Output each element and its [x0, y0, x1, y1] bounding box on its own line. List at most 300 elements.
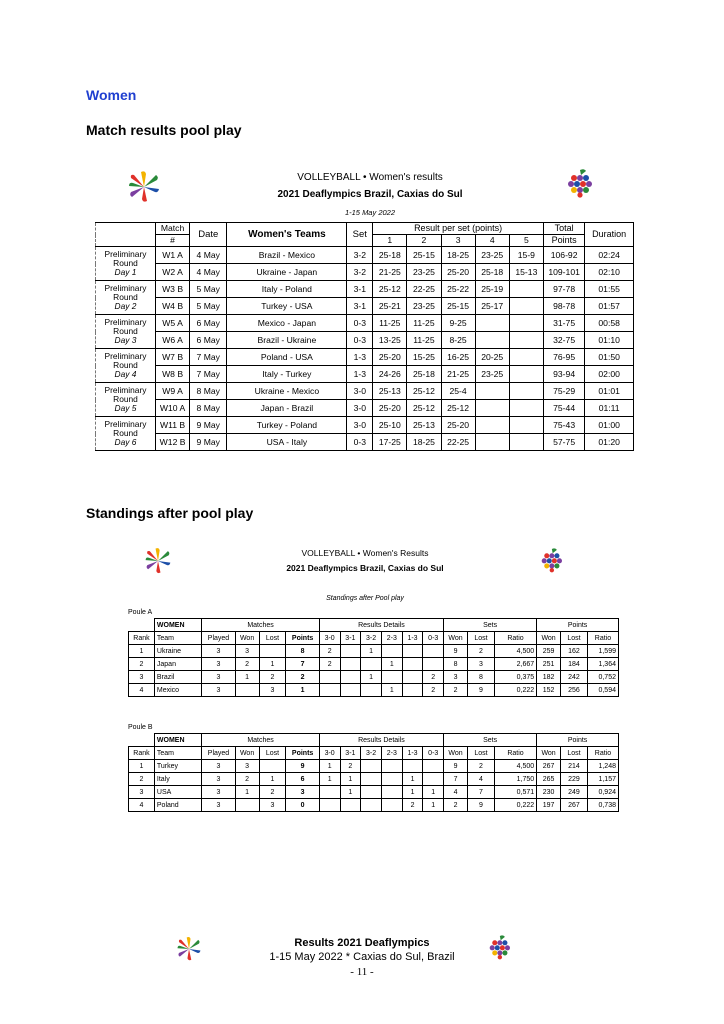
standings-cell-sl: 8 — [467, 671, 494, 684]
match-cell-dur: 01:50 — [585, 349, 634, 366]
match-cell-s3: 22-25 — [441, 434, 475, 451]
header-set: Set — [347, 223, 373, 247]
standings-cell-lost — [259, 645, 286, 658]
standings-cell-lost: 2 — [259, 786, 286, 799]
standings-cell-lost: 1 — [259, 658, 286, 671]
table-row — [129, 760, 619, 773]
header-blank — [96, 223, 156, 247]
match-cell-match: W8 B — [156, 366, 190, 383]
standings-cell-d13 — [402, 671, 423, 684]
standings-cell-sr: 0,222 — [494, 799, 536, 812]
match-cell-teams: Turkey - Poland — [227, 417, 347, 434]
deaflympics-flame-icon — [144, 547, 172, 580]
standings-cell-pw: 265 — [537, 773, 561, 786]
round-label — [96, 383, 156, 417]
heading-standings: Standings after pool play — [86, 505, 254, 521]
standings-cell-d23 — [381, 799, 402, 812]
section-heading-women: Women — [86, 87, 137, 103]
round-label-line: Preliminary — [104, 385, 147, 396]
standings-cell-d23 — [381, 671, 402, 684]
header-women: WOMEN — [154, 734, 201, 747]
standings-cell-d31 — [340, 799, 361, 812]
header-set-4: 4 — [475, 235, 509, 247]
standings-cell-team: Mexico — [154, 684, 201, 697]
match-cell-s2: 11-25 — [407, 315, 441, 332]
header-points: Points — [537, 619, 619, 632]
match-cell-match: W4 B — [156, 298, 190, 315]
standings-cell-played: 3 — [202, 773, 235, 786]
match-cell-date: 4 May — [190, 264, 227, 281]
match-row — [96, 281, 634, 298]
round-label — [96, 417, 156, 451]
match-cell-total: 75-44 — [543, 400, 584, 417]
match-cell-s4 — [475, 417, 509, 434]
header-set-1: 1 — [373, 235, 407, 247]
standings-title-line2: 2021 Deaflympics Brazil, Caxias do Sul — [286, 563, 444, 573]
standings-cell-won — [235, 684, 259, 697]
standings-cell-lost: 2 — [259, 671, 286, 684]
standings-cell-pl: 184 — [561, 658, 588, 671]
standings-cell-pw: 182 — [537, 671, 561, 684]
standings-cell-d31 — [340, 671, 361, 684]
match-cell-set: 3-1 — [347, 281, 373, 298]
standings-cell-d13 — [402, 645, 423, 658]
pool-a-label: Poule A — [128, 609, 153, 616]
standings-cell-played: 3 — [202, 645, 235, 658]
footer-line1: Results 2021 Deaflympics — [294, 937, 430, 949]
match-cell-s4 — [475, 400, 509, 417]
standings-cell-played: 3 — [202, 671, 235, 684]
standings-cell-d13: 2 — [402, 799, 423, 812]
header-set-3: 3 — [441, 235, 475, 247]
match-row — [96, 332, 634, 349]
blank-cell — [129, 734, 155, 747]
table-row — [129, 684, 619, 697]
standings-cell-d23: 1 — [381, 658, 402, 671]
standings-cell-pts: 3 — [286, 786, 319, 799]
match-cell-s2: 25-15 — [407, 247, 441, 264]
standings-cell-rank: 2 — [129, 773, 155, 786]
header-sets: Sets — [444, 734, 537, 747]
round-label-line: Day 5 — [114, 402, 137, 413]
match-cell-date: 5 May — [190, 281, 227, 298]
match-cell-s2: 25-13 — [407, 417, 441, 434]
match-cell-total: 57-75 — [543, 434, 584, 451]
round-label-line: Preliminary — [104, 419, 147, 430]
standings-cell-sr: 0,571 — [494, 786, 536, 799]
standings-cell-pw: 267 — [537, 760, 561, 773]
standings-cell-sw: 2 — [444, 799, 468, 812]
standings-cell-d31 — [340, 684, 361, 697]
match-cell-s4 — [475, 332, 509, 349]
match-cell-dur: 02:24 — [585, 247, 634, 264]
match-cell-s5 — [509, 366, 543, 383]
standings-cell-d31 — [340, 658, 361, 671]
standings-cell-team: Japan — [154, 658, 201, 671]
grape-logo-icon — [540, 547, 562, 578]
standings-cell-sw: 9 — [444, 760, 468, 773]
round-label — [96, 315, 156, 349]
standings-cell-played: 3 — [202, 799, 235, 812]
standings-cell-team: Turkey — [154, 760, 201, 773]
match-cell-match: W10 A — [156, 400, 190, 417]
header-set-2: 2 — [407, 235, 441, 247]
match-cell-s1: 17-25 — [373, 434, 407, 451]
standings-cell-d30 — [319, 684, 340, 697]
match-row — [96, 400, 634, 417]
standings-cell-pts: 2 — [286, 671, 319, 684]
subheader-d30: 3-0 — [319, 632, 340, 645]
standings-cell-sw: 3 — [444, 671, 468, 684]
round-label-line: Round — [113, 428, 138, 439]
round-label-line: Day 2 — [114, 300, 137, 311]
footer-line2: 1-15 May 2022 * Caxias do Sul, Brazil — [269, 951, 455, 963]
match-cell-s5 — [509, 315, 543, 332]
match-cell-date: 4 May — [190, 247, 227, 264]
subheader-s_lost: Lost — [467, 632, 494, 645]
standings-cell-d13: 1 — [402, 786, 423, 799]
standings-cell-d23 — [381, 786, 402, 799]
match-cell-s1: 25-12 — [373, 281, 407, 298]
match-cell-dur: 01:01 — [585, 383, 634, 400]
match-cell-dur: 00:58 — [585, 315, 634, 332]
round-label-line: Round — [113, 326, 138, 337]
standings-cell-pl: 242 — [561, 671, 588, 684]
standings-cell-sl: 4 — [467, 773, 494, 786]
standings-cell-pr: 0,738 — [587, 799, 618, 812]
subheader-lost: Lost — [259, 632, 286, 645]
standings-cell-d23 — [381, 645, 402, 658]
match-cell-set: 0-3 — [347, 315, 373, 332]
standings-subtitle: Standings after Pool play — [326, 595, 404, 602]
table-row — [129, 671, 619, 684]
match-title-line2: 2021 Deaflympics Brazil, Caxias do Sul — [277, 189, 463, 200]
grape-logo-icon — [566, 168, 592, 203]
match-cell-s1: 21-25 — [373, 264, 407, 281]
match-cell-total: 32-75 — [543, 332, 584, 349]
header-matches: Matches — [202, 619, 319, 632]
subheader-d23: 2-3 — [381, 632, 402, 645]
header-women: WOMEN — [154, 619, 201, 632]
header-duration: Duration — [585, 223, 634, 247]
match-cell-s5 — [509, 281, 543, 298]
match-row — [96, 247, 634, 264]
standings-cell-won: 1 — [235, 786, 259, 799]
match-cell-teams: Japan - Brazil — [227, 400, 347, 417]
standings-cell-pw: 197 — [537, 799, 561, 812]
match-cell-s1: 13-25 — [373, 332, 407, 349]
round-label-line: Day 6 — [114, 436, 137, 447]
match-title-line1: VOLLEYBALL • Women's results — [297, 172, 443, 183]
standings-cell-sr: 1,750 — [494, 773, 536, 786]
match-cell-dur: 02:00 — [585, 366, 634, 383]
standings-cell-sr: 4,500 — [494, 645, 536, 658]
standings-cell-rank: 1 — [129, 645, 155, 658]
match-cell-s4: 25-19 — [475, 281, 509, 298]
standings-cell-pw: 152 — [537, 684, 561, 697]
subheader-s_ratio: Ratio — [494, 747, 536, 760]
standings-cell-rank: 2 — [129, 658, 155, 671]
match-cell-s2: 22-25 — [407, 281, 441, 298]
standings-cell-won: 3 — [235, 760, 259, 773]
standings-cell-pts: 9 — [286, 760, 319, 773]
round-label-line: Round — [113, 360, 138, 371]
match-row — [96, 298, 634, 315]
standings-cell-won — [235, 799, 259, 812]
match-cell-teams: Brazil - Ukraine — [227, 332, 347, 349]
round-label — [96, 349, 156, 383]
match-cell-s3: 18-25 — [441, 247, 475, 264]
match-cell-date: 6 May — [190, 315, 227, 332]
standings-cell-rank: 1 — [129, 760, 155, 773]
standings-cell-sr: 4,500 — [494, 760, 536, 773]
blank-cell — [129, 619, 155, 632]
match-row — [96, 366, 634, 383]
standings-cell-team: USA — [154, 786, 201, 799]
subheader-won: Won — [235, 632, 259, 645]
standings-header-row — [129, 734, 619, 747]
standings-cell-won: 2 — [235, 773, 259, 786]
match-row — [96, 315, 634, 332]
round-label-line: Preliminary — [104, 317, 147, 328]
standings-cell-sl: 2 — [467, 645, 494, 658]
match-cell-s5 — [509, 400, 543, 417]
standings-cell-d31 — [340, 645, 361, 658]
header-match: Match — [156, 223, 190, 235]
match-cell-teams: Ukraine - Mexico — [227, 383, 347, 400]
match-cell-set: 3-0 — [347, 400, 373, 417]
match-cell-dur: 01:11 — [585, 400, 634, 417]
standings-cell-team: Poland — [154, 799, 201, 812]
standings-cell-d30 — [319, 799, 340, 812]
match-cell-total: 106-92 — [543, 247, 584, 264]
standings-cell-rank: 3 — [129, 671, 155, 684]
standings-cell-pw: 259 — [537, 645, 561, 658]
header-points: Points — [543, 235, 584, 247]
header-results-details: Results Details — [319, 619, 443, 632]
standings-cell-d30: 1 — [319, 773, 340, 786]
header-total: Total — [543, 223, 584, 235]
standings-cell-team: Italy — [154, 773, 201, 786]
subheader-p_lost: Lost — [561, 747, 588, 760]
standings-cell-lost: 1 — [259, 773, 286, 786]
subheader-d13: 1-3 — [402, 747, 423, 760]
standings-cell-pr: 1,157 — [587, 773, 618, 786]
subheader-s_lost: Lost — [467, 747, 494, 760]
match-cell-dur: 01:57 — [585, 298, 634, 315]
match-cell-s1: 25-10 — [373, 417, 407, 434]
subheader-rank: Rank — [129, 632, 155, 645]
match-cell-s3: 25-12 — [441, 400, 475, 417]
header-matches: Matches — [202, 734, 319, 747]
standings-cell-sr: 2,667 — [494, 658, 536, 671]
subheader-team: Team — [154, 747, 201, 760]
deaflympics-flame-icon — [127, 170, 161, 209]
standings-cell-d03 — [423, 773, 444, 786]
match-cell-teams: Brazil - Mexico — [227, 247, 347, 264]
match-title-line3: 1-15 May 2022 — [344, 208, 396, 217]
header-teams: Women's Teams — [227, 223, 347, 247]
standings-subheader-row — [129, 632, 619, 645]
standings-cell-d03 — [423, 658, 444, 671]
match-cell-total: 76-95 — [543, 349, 584, 366]
table-row — [129, 799, 619, 812]
standings-cell-won: 1 — [235, 671, 259, 684]
match-cell-set: 1-3 — [347, 349, 373, 366]
standings-cell-d32 — [361, 799, 382, 812]
header-set-5: 5 — [509, 235, 543, 247]
standings-cell-rank: 4 — [129, 684, 155, 697]
match-cell-s5 — [509, 298, 543, 315]
standings-cell-pr: 0,752 — [587, 671, 618, 684]
standings-cell-d03: 1 — [423, 786, 444, 799]
match-cell-s4 — [475, 434, 509, 451]
standings-cell-team: Ukraine — [154, 645, 201, 658]
standings-cell-pw: 230 — [537, 786, 561, 799]
standings-cell-lost: 3 — [259, 684, 286, 697]
match-cell-s3: 25-20 — [441, 417, 475, 434]
standings-cell-d03: 2 — [423, 684, 444, 697]
match-cell-match: W3 B — [156, 281, 190, 298]
standings-cell-lost — [259, 760, 286, 773]
match-cell-teams: Ukraine - Japan — [227, 264, 347, 281]
match-cell-s5 — [509, 349, 543, 366]
standings-cell-d30: 2 — [319, 658, 340, 671]
standings-cell-sr: 0,222 — [494, 684, 536, 697]
header-date: Date — [190, 223, 227, 247]
subheader-d03: 0-3 — [423, 747, 444, 760]
standings-cell-d13: 1 — [402, 773, 423, 786]
standings-cell-played: 3 — [202, 658, 235, 671]
table-row — [129, 786, 619, 799]
standings-cell-sw: 9 — [444, 645, 468, 658]
match-cell-s2: 11-25 — [407, 332, 441, 349]
match-cell-teams: Poland - USA — [227, 349, 347, 366]
match-cell-s1: 25-13 — [373, 383, 407, 400]
match-cell-dur: 01:00 — [585, 417, 634, 434]
standings-cell-pl: 214 — [561, 760, 588, 773]
standings-cell-pl: 162 — [561, 645, 588, 658]
standings-cell-pw: 251 — [537, 658, 561, 671]
standings-cell-d23 — [381, 773, 402, 786]
match-cell-s3: 25-4 — [441, 383, 475, 400]
match-cell-set: 3-0 — [347, 417, 373, 434]
subheader-d31: 3-1 — [340, 632, 361, 645]
standings-cell-pr: 1,599 — [587, 645, 618, 658]
match-cell-s4 — [475, 383, 509, 400]
match-cell-s1: 25-21 — [373, 298, 407, 315]
match-cell-s5 — [509, 434, 543, 451]
pool-b-standings-table — [128, 733, 619, 812]
standings-cell-sl: 9 — [467, 799, 494, 812]
round-label-line: Day 1 — [114, 266, 137, 277]
match-cell-date: 8 May — [190, 383, 227, 400]
match-cell-match: W9 A — [156, 383, 190, 400]
standings-cell-pl: 267 — [561, 799, 588, 812]
match-row — [96, 434, 634, 451]
round-label — [96, 247, 156, 281]
subheader-d30: 3-0 — [319, 747, 340, 760]
match-cell-s2: 23-25 — [407, 264, 441, 281]
match-cell-total: 109-101 — [543, 264, 584, 281]
round-label-line: Round — [113, 258, 138, 269]
match-cell-match: W12 B — [156, 434, 190, 451]
match-cell-dur: 01:10 — [585, 332, 634, 349]
subheader-d32: 3-2 — [361, 632, 382, 645]
match-cell-s5: 15-9 — [509, 247, 543, 264]
match-cell-match: W1 A — [156, 247, 190, 264]
match-results-table — [95, 222, 634, 451]
standings-cell-d30: 1 — [319, 760, 340, 773]
match-cell-teams: Mexico - Japan — [227, 315, 347, 332]
match-cell-s5 — [509, 383, 543, 400]
standings-cell-won: 2 — [235, 658, 259, 671]
standings-cell-team: Brazil — [154, 671, 201, 684]
footer-page-number: - 11 - — [350, 966, 374, 978]
standings-cell-sl: 7 — [467, 786, 494, 799]
grape-logo-icon — [488, 934, 510, 965]
standings-cell-d13 — [402, 658, 423, 671]
standings-cell-d32 — [361, 684, 382, 697]
table-row — [129, 773, 619, 786]
match-cell-s4: 23-25 — [475, 247, 509, 264]
match-cell-s4: 20-25 — [475, 349, 509, 366]
match-cell-s3: 25-15 — [441, 298, 475, 315]
subheader-s_won: Won — [444, 747, 468, 760]
standings-cell-sr: 0,375 — [494, 671, 536, 684]
match-cell-total: 31-75 — [543, 315, 584, 332]
standings-cell-sl: 9 — [467, 684, 494, 697]
standings-cell-d32: 1 — [361, 671, 382, 684]
subheader-d32: 3-2 — [361, 747, 382, 760]
table-row — [129, 645, 619, 658]
match-cell-date: 9 May — [190, 417, 227, 434]
header-points: Points — [537, 734, 619, 747]
standings-cell-pts: 6 — [286, 773, 319, 786]
standings-cell-sl: 2 — [467, 760, 494, 773]
match-cell-set: 3-0 — [347, 383, 373, 400]
match-cell-date: 6 May — [190, 332, 227, 349]
match-cell-s1: 25-18 — [373, 247, 407, 264]
match-cell-dur: 01:20 — [585, 434, 634, 451]
match-cell-set: 3-2 — [347, 247, 373, 264]
match-cell-date: 8 May — [190, 400, 227, 417]
standings-cell-played: 3 — [202, 786, 235, 799]
standings-cell-d31: 1 — [340, 773, 361, 786]
standings-cell-d30: 2 — [319, 645, 340, 658]
match-row — [96, 417, 634, 434]
match-cell-date: 9 May — [190, 434, 227, 451]
standings-cell-sw: 2 — [444, 684, 468, 697]
standings-cell-sw: 7 — [444, 773, 468, 786]
match-row — [96, 264, 634, 281]
heading-match-results: Match results pool play — [86, 122, 242, 138]
match-cell-date: 5 May — [190, 298, 227, 315]
standings-cell-sl: 3 — [467, 658, 494, 671]
subheader-s_won: Won — [444, 632, 468, 645]
match-cell-set: 3-2 — [347, 264, 373, 281]
standings-cell-d32 — [361, 786, 382, 799]
subheader-d03: 0-3 — [423, 632, 444, 645]
pool-b-label: Poule B — [128, 724, 153, 731]
standings-cell-sw: 8 — [444, 658, 468, 671]
subheader-pts: Points — [286, 632, 319, 645]
match-cell-s2: 18-25 — [407, 434, 441, 451]
standings-cell-d03: 2 — [423, 671, 444, 684]
match-cell-teams: Turkey - USA — [227, 298, 347, 315]
match-cell-s3: 9-25 — [441, 315, 475, 332]
subheader-played: Played — [202, 632, 235, 645]
